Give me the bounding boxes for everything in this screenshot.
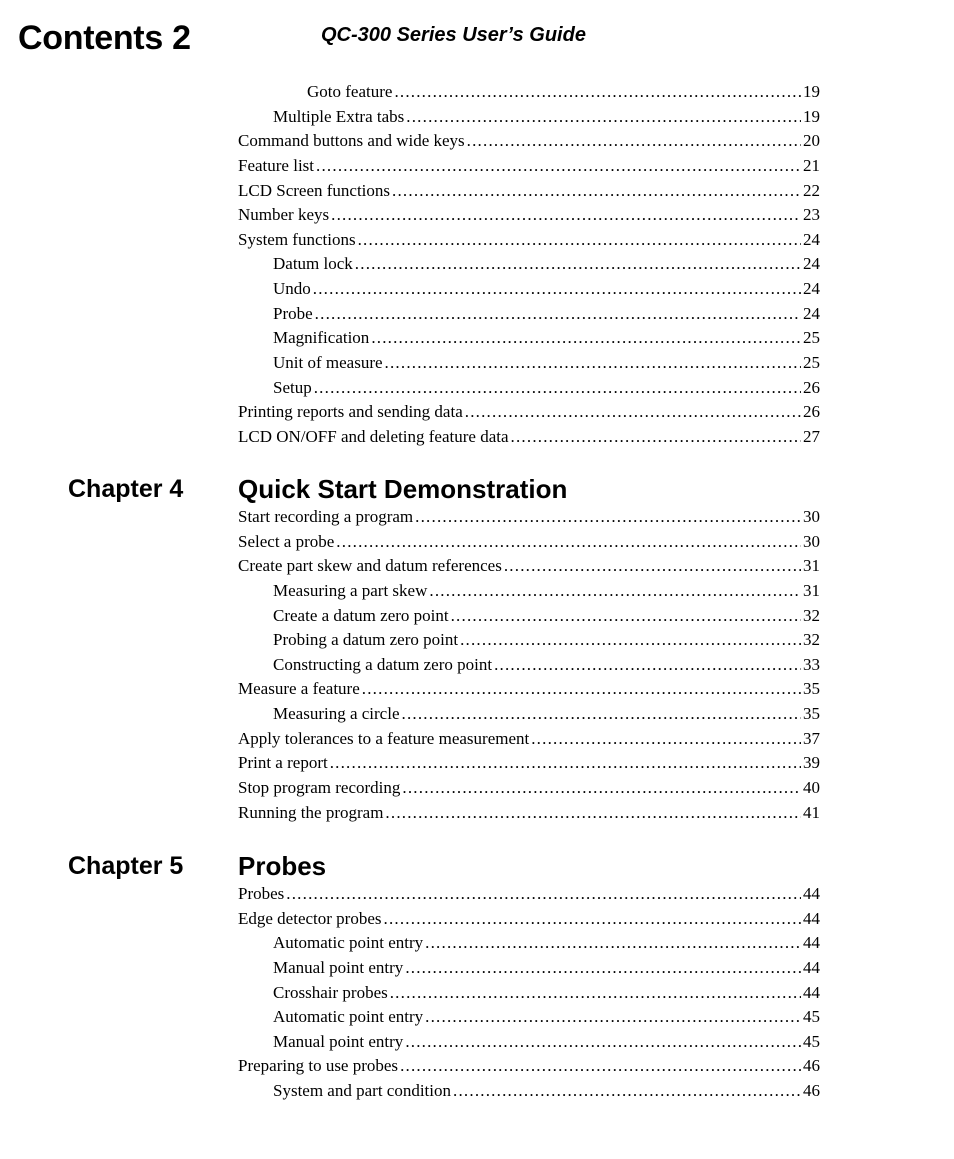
toc-page-number: 27: [803, 426, 820, 446]
toc-entry[interactable]: [238, 1079, 820, 1104]
dot-leader: [460, 628, 801, 653]
dot-leader: [384, 907, 802, 932]
toc-entry-title: Preparing to use probes: [238, 1056, 399, 1076]
toc-entry-title: Measure a feature: [238, 679, 360, 699]
toc-page-number: 24: [803, 303, 820, 323]
toc-page-number: 37: [803, 728, 820, 748]
dot-leader: [400, 1054, 801, 1079]
dot-leader: [531, 727, 801, 752]
toc-entry-title: Crosshair probes: [273, 982, 388, 1002]
toc-page-number: 45: [803, 1031, 820, 1051]
chapter-5-toc-list: [238, 882, 820, 1104]
toc-entry[interactable]: [238, 400, 820, 425]
dot-leader: [425, 931, 801, 956]
toc-entry[interactable]: [238, 326, 820, 351]
dot-leader: [405, 1030, 801, 1055]
toc-page-number: 35: [803, 704, 820, 724]
toc-entry-title: Probing a datum zero point: [273, 630, 459, 650]
toc-page-number: 25: [803, 328, 820, 348]
toc-page-number: 32: [803, 630, 820, 650]
toc-entry-title: Edge detector probes: [238, 908, 382, 928]
toc-entry-title: System and part condition: [273, 1081, 452, 1101]
toc-entry-title: LCD Screen functions: [238, 180, 391, 200]
toc-entry[interactable]: [238, 579, 820, 604]
toc-entry[interactable]: [238, 653, 820, 678]
dot-leader: [336, 530, 801, 555]
toc-entry-title: Select a probe: [238, 531, 335, 551]
chapter-label: Chapter 5: [68, 852, 184, 880]
dot-leader: [355, 252, 801, 277]
dot-leader: [371, 326, 801, 351]
toc-entry[interactable]: [238, 530, 820, 555]
toc-page-number: 22: [803, 180, 820, 200]
toc-page-number: 19: [803, 82, 820, 101]
toc-entry[interactable]: [238, 80, 820, 105]
dot-leader: [286, 882, 801, 907]
toc-page-number: 44: [803, 884, 820, 903]
toc-entry-title: System functions: [238, 229, 356, 249]
toc-entry-title: Undo: [273, 279, 311, 299]
toc-page-number: 19: [803, 106, 820, 126]
toc-entry[interactable]: [238, 1030, 820, 1055]
toc-entry-title: Start recording a program: [238, 507, 414, 526]
dot-leader: [385, 801, 801, 826]
dot-leader: [392, 179, 801, 204]
dot-leader: [331, 203, 801, 228]
toc-entry[interactable]: [238, 351, 820, 376]
toc-entry-title: Manual point entry: [273, 957, 404, 977]
dot-leader: [504, 554, 801, 579]
toc-entry-title: Create part skew and datum references: [238, 556, 502, 576]
toc-entry[interactable]: [238, 425, 820, 450]
dot-leader: [394, 80, 801, 105]
toc-page-number: 39: [803, 753, 820, 773]
toc-page-number: 26: [803, 377, 820, 397]
guide-title: QC-300 Series User’s Guide: [321, 24, 586, 46]
toc-entry-title: Printing reports and sending data: [238, 402, 463, 422]
toc-entry[interactable]: [238, 677, 820, 702]
toc-entry[interactable]: [238, 203, 820, 228]
dot-leader: [467, 129, 801, 154]
toc-entry[interactable]: [238, 154, 820, 179]
dot-leader: [315, 302, 801, 327]
toc-page-number: 45: [803, 1007, 820, 1027]
toc-entry[interactable]: [238, 628, 820, 653]
page-title: Contents 2: [18, 19, 191, 57]
dot-leader: [425, 1005, 801, 1030]
toc-page-number: 32: [803, 605, 820, 625]
toc-page-number: 24: [803, 279, 820, 299]
toc-entry-title: Manual point entry: [273, 1031, 404, 1051]
dot-leader: [406, 105, 801, 130]
dot-leader: [330, 751, 801, 776]
dot-leader: [465, 400, 801, 425]
toc-entry-title: Probes: [238, 884, 285, 903]
toc-entry-title: Unit of measure: [273, 353, 383, 373]
toc-entry-title: LCD ON/OFF and deleting feature data: [238, 426, 509, 446]
toc-entry-title: Measuring a part skew: [273, 580, 428, 600]
dot-leader: [453, 1079, 801, 1104]
dot-leader: [362, 677, 801, 702]
toc-entry-title: Automatic point entry: [273, 933, 424, 953]
toc-entry-title: Constructing a datum zero point: [273, 654, 493, 674]
dot-leader: [405, 956, 801, 981]
dot-leader: [429, 579, 801, 604]
toc-page-number: 24: [803, 229, 820, 249]
toc-entry-title: Feature list: [238, 155, 315, 175]
dot-leader: [385, 351, 801, 376]
toc-entry-title: Measuring a circle: [273, 704, 400, 724]
dot-leader: [390, 981, 801, 1006]
toc-entry[interactable]: [238, 277, 820, 302]
toc-page-number: 44: [803, 933, 820, 953]
toc-entry[interactable]: [238, 801, 820, 826]
toc-page-number: 44: [803, 982, 820, 1002]
toc-page-number: 46: [803, 1056, 820, 1076]
toc-page-number: 31: [803, 580, 820, 600]
dot-leader: [402, 776, 801, 801]
toc-entry-title: Stop program recording: [238, 778, 401, 798]
toc-page-number: 30: [803, 507, 820, 526]
dot-leader: [511, 425, 801, 450]
toc-page-number: 30: [803, 531, 820, 551]
toc-entry-title: Print a report: [238, 753, 328, 773]
toc-entry[interactable]: [238, 252, 820, 277]
toc-page-number: 25: [803, 353, 820, 373]
dot-leader: [358, 228, 801, 253]
toc-page-number: 46: [803, 1081, 820, 1101]
toc-entry[interactable]: [238, 179, 820, 204]
toc-entry[interactable]: [238, 376, 820, 401]
toc-entry[interactable]: [238, 554, 820, 579]
dot-leader: [494, 653, 801, 678]
toc-entry[interactable]: [238, 105, 820, 130]
toc-page-number: 24: [803, 254, 820, 274]
toc-page-number: 33: [803, 654, 820, 674]
page-header: [0, 0, 954, 70]
chapter-title: Quick Start Demonstration: [238, 474, 568, 504]
toc-page-number: 20: [803, 131, 820, 151]
dot-leader: [314, 376, 801, 401]
dot-leader: [316, 154, 801, 179]
toc-entry-title: Setup: [273, 377, 312, 397]
toc-entry-title: Command buttons and wide keys: [238, 131, 465, 151]
dot-leader: [402, 702, 802, 727]
toc-entry[interactable]: [238, 907, 820, 932]
toc-entry[interactable]: [238, 751, 820, 776]
toc-entry-title: Apply tolerances to a feature measurement: [238, 728, 530, 748]
toc-page-number: 31: [803, 556, 820, 576]
toc-page-number: 23: [803, 205, 820, 225]
toc-page-number: 21: [803, 155, 820, 175]
dot-leader: [313, 277, 801, 302]
toc-entry-title: Multiple Extra tabs: [273, 106, 405, 126]
toc-page-number: 26: [803, 402, 820, 422]
dot-leader: [415, 505, 801, 530]
toc-entry[interactable]: [238, 302, 820, 327]
toc-entry[interactable]: [238, 981, 820, 1006]
toc-entry-title: Create a datum zero point: [273, 605, 449, 625]
toc-entry-title: Goto feature: [307, 82, 393, 101]
toc-entry[interactable]: [238, 727, 820, 752]
toc-continued-list: [238, 80, 820, 450]
toc-entry-title: Magnification: [273, 328, 370, 348]
toc-entry[interactable]: [238, 228, 820, 253]
toc-entry[interactable]: [238, 931, 820, 956]
toc-entry-title: Automatic point entry: [273, 1007, 424, 1027]
toc-entry[interactable]: [238, 776, 820, 801]
toc-entry-title: Datum lock: [273, 254, 353, 274]
toc-page-number: 41: [803, 802, 820, 822]
toc-entry[interactable]: [238, 882, 820, 907]
chapter-label: Chapter 4: [68, 475, 184, 503]
toc-entry-title: Probe: [273, 303, 313, 323]
toc-entry[interactable]: [238, 702, 820, 727]
chapter-title: Probes: [238, 851, 327, 881]
toc-page-number: 44: [803, 908, 820, 928]
toc-entry[interactable]: [238, 1054, 820, 1079]
dot-leader: [451, 604, 801, 629]
toc-entry-title: Running the program: [238, 802, 384, 822]
toc-page-number: 40: [803, 778, 820, 798]
toc-entry[interactable]: [238, 505, 820, 530]
toc-entry[interactable]: [238, 604, 820, 629]
toc-entry[interactable]: [238, 129, 820, 154]
toc-page-number: 35: [803, 679, 820, 699]
toc-page-number: 44: [803, 957, 820, 977]
toc-entry-title: Number keys: [238, 205, 330, 225]
chapter-4-toc-list: [238, 505, 820, 825]
toc-entry[interactable]: [238, 1005, 820, 1030]
toc-entry[interactable]: [238, 956, 820, 981]
